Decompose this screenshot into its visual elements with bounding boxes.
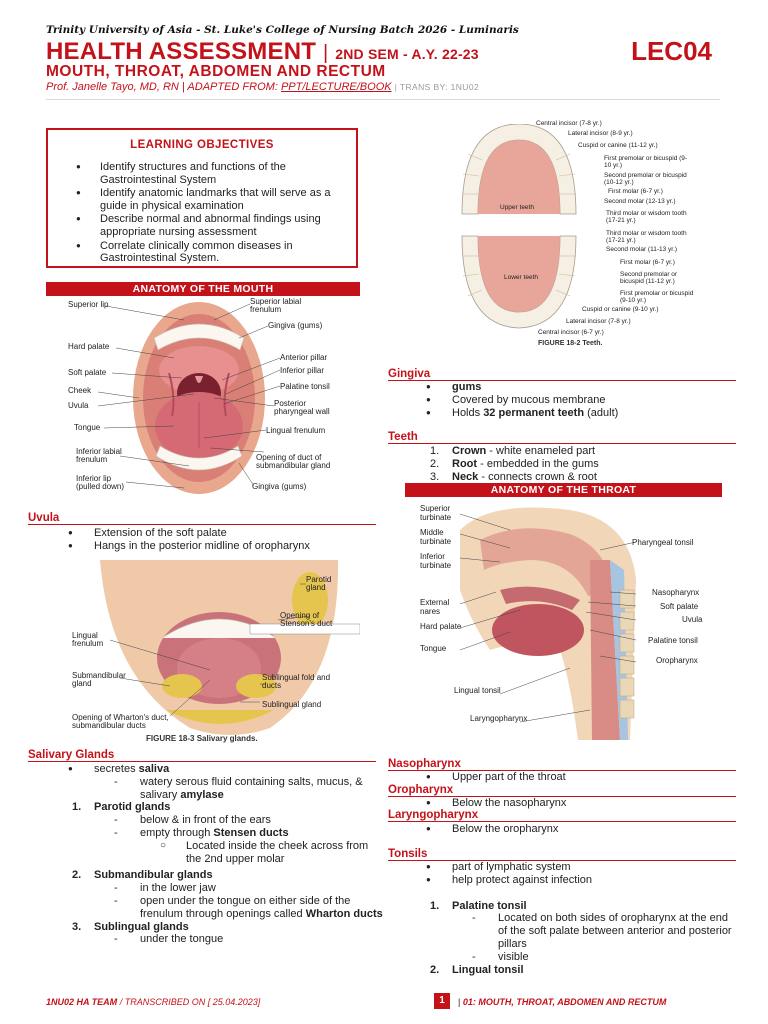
gingiva-text: (adult): [587, 406, 619, 419]
figure-label: Anterior pillar: [280, 353, 328, 362]
parotid-detail: [140, 827, 384, 840]
teeth-item: [430, 457, 732, 471]
footer-section: 01: MOUTH, THROAT, ABDOMEN AND RECTUM: [462, 997, 667, 1007]
figure-label: Uvula: [682, 615, 703, 624]
salivary-heading: Salivary Glands: [28, 749, 376, 762]
tonsils-content: [430, 861, 732, 976]
gland-name: Sublingual glands: [94, 920, 189, 933]
salivary-caption: [146, 734, 258, 743]
footer-right: [458, 997, 666, 1007]
figure-label: First molar (6-7 yr.): [608, 188, 663, 195]
figure-label: Second molar (11-13 yr.): [606, 246, 678, 253]
uvula-heading: Uvula: [28, 512, 376, 525]
footer-left: [46, 997, 260, 1007]
wharton-ducts: Wharton ducts: [305, 907, 383, 920]
figure-label: External nares: [420, 598, 450, 616]
objective-item: ● Identify structures and functions of the Gastrointestinal System: [60, 161, 346, 186]
tonsil-number: 1.: [430, 899, 440, 912]
title-text: HEALTH ASSESSMENT: [46, 38, 317, 65]
figure-label: Gingiva (gums): [252, 482, 307, 491]
teeth-caption: [538, 340, 602, 347]
footer-transcribed: / TRANSCRIBED ON [ 25.04.2023]: [119, 997, 261, 1007]
tonsil-name: Lingual tonsil: [452, 963, 524, 976]
figure-label: Posterior pharyngeal wall: [274, 399, 330, 416]
teeth-number: 3.: [430, 470, 440, 483]
figure-label: Central incisor (6-7 yr.): [538, 329, 604, 336]
figure-label: Inferior labial frenulum: [76, 447, 122, 464]
figure-label: Opening of Wharton's duct, submandibular ducts: [72, 713, 169, 730]
anatomy-throat-bar: ANATOMY OF THE THROAT: [405, 483, 722, 497]
gland-name: Parotid glands: [94, 801, 171, 814]
gingiva-heading: Gingiva: [388, 368, 736, 381]
gland-number: 3.: [72, 920, 82, 933]
figure-label: Pharyngeal tonsil: [632, 538, 694, 547]
sub-detail: - in the lower jaw: [140, 882, 384, 895]
oropharynx-item: ● Below the nasopharynx: [452, 797, 732, 810]
gingiva-item: ● gums: [452, 381, 732, 394]
figure-label: Third molar or wisdom tooth (17-21 yr.): [606, 210, 687, 224]
uvula-item: ● Hangs in the posterior midline of oropharynx: [94, 540, 384, 553]
figure-label: Uvula: [68, 401, 89, 410]
page-number: 1: [434, 993, 450, 1009]
figure-label: Inferior turbinate: [420, 552, 452, 570]
trans-by: | TRANS BY: 1NU02: [394, 82, 480, 92]
figure-label: Sublingual fold and ducts: [262, 673, 331, 690]
figure-label: Hard palate: [420, 622, 462, 631]
parotid-text: empty through: [140, 826, 211, 839]
caption-text: Salivary glands.: [196, 734, 258, 743]
anatomy-mouth-bar: ANATOMY OF THE MOUTH: [46, 282, 360, 296]
subl-detail: - under the tongue: [140, 933, 384, 946]
figure-label: Palatine tonsil: [280, 382, 330, 391]
figure-label: Superior turbinate: [420, 504, 452, 522]
oropharynx-list: [452, 797, 732, 810]
figure-label: Tongue: [420, 644, 447, 653]
caption-number: FIGURE 18-2: [538, 340, 581, 347]
figure-label: Oropharynx: [656, 656, 698, 665]
figure-label: Sublingual gland: [262, 700, 322, 709]
stensen-ducts: Stensen ducts: [213, 826, 289, 839]
objective-item: ● Correlate clinically common diseases in Gastrointestinal System.: [60, 240, 346, 265]
teeth-desc: - white enameled part: [489, 445, 596, 457]
permanent-teeth: 32 permanent teeth: [483, 406, 585, 419]
objectives-title: LEARNING OBJECTIVES: [130, 139, 274, 151]
tonsil-type: [430, 899, 732, 913]
mouth-figure-labels: [46, 298, 366, 504]
figure-label: Soft palate: [68, 368, 107, 377]
gingiva-text: Holds: [452, 406, 481, 419]
secretes-text: secretes: [94, 763, 136, 775]
figure-label: Lower teeth: [504, 274, 538, 281]
figure-label: Upper teeth: [500, 204, 534, 211]
figure-label: Lingual frenulum: [72, 631, 104, 648]
figure-label: Superior labial frenulum: [250, 297, 302, 314]
palatine-detail: - visible: [498, 951, 732, 964]
figure-label: Soft palate: [660, 602, 699, 611]
nasopharynx-heading: Nasopharynx: [388, 758, 736, 771]
figure-label: Lateral incisor (7-8 yr.): [566, 318, 631, 325]
figure-label: Third molar or wisdom tooth (17-21 yr.): [606, 230, 687, 244]
footer-separator: |: [458, 997, 461, 1007]
figure-label: Gingiva (gums): [268, 321, 323, 330]
gingiva-item: [452, 407, 732, 420]
salivary-bullet: [94, 763, 384, 776]
footer-team: 1NU02 HA TEAM: [46, 997, 118, 1007]
tonsil-number: 2.: [430, 963, 440, 976]
tonsils-item: ● part of lymphatic system: [452, 861, 732, 874]
tonsil-type: [430, 963, 732, 977]
parotid-detail: - below & in front of the ears: [140, 814, 384, 827]
gland-item: [72, 801, 384, 814]
laryngopharynx-item: ● Below the oropharynx: [452, 823, 732, 836]
figure-label: Central incisor (7-8 yr.): [536, 120, 602, 127]
teeth-desc: - connects crown & root: [481, 470, 597, 483]
gingiva-item: ● Covered by mucous membrane: [452, 394, 732, 407]
sub-detail: [140, 895, 384, 921]
caption-text: Teeth.: [582, 340, 603, 347]
gland-item: [72, 869, 384, 882]
throat-figure-labels: [412, 500, 732, 740]
figure-label: Lingual frenulum: [266, 426, 326, 435]
teeth-list: [430, 445, 732, 483]
objective-item: ● Identify anatomic landmarks that will serve as a guide in physical examination: [60, 187, 346, 212]
figure-label: First molar (6-7 yr.): [620, 259, 675, 266]
caption-number: FIGURE 18-3: [146, 734, 195, 743]
oropharynx-heading: Oropharynx: [388, 784, 736, 797]
amylase-text: amylase: [180, 788, 224, 801]
tonsil-name: Palatine tonsil: [452, 899, 527, 912]
semester: 2ND SEM - A.Y. 22-23: [335, 46, 479, 62]
teeth-part: Crown: [452, 445, 487, 457]
uvula-list: [94, 527, 384, 553]
adapted-link[interactable]: PPT/LECTURE/BOOK: [280, 81, 392, 93]
teeth-desc: - embedded in the gums: [480, 457, 599, 470]
figure-label: Lateral incisor (8-9 yr.): [568, 130, 633, 137]
professor-line: [46, 81, 479, 93]
professor-name: Prof. Janelle Tayo, MD, RN | ADAPTED FROM:: [46, 81, 278, 93]
figure-label: Laryngopharynx: [470, 714, 528, 723]
gland-number: 1.: [72, 801, 82, 814]
teeth-part: Root: [452, 457, 478, 470]
gland-name: Submandibular glands: [94, 869, 213, 882]
teeth-item: [430, 470, 732, 484]
figure-label: Opening of duct of submandibular gland: [256, 453, 331, 470]
teeth-figure-labels: [452, 118, 702, 358]
saliva-desc-text: watery serous fluid containing salts, mucus, & salivary: [140, 775, 363, 801]
objective-item: ● Describe normal and abnormal findings using appropriate nursing assessment: [60, 213, 346, 238]
parotid-sub: ○ Located inside the cheek across from the 2nd upper molar: [186, 840, 384, 866]
teeth-part: Neck: [452, 470, 479, 483]
teeth-number: 2.: [430, 457, 440, 470]
figure-label: Inferior pillar: [280, 366, 325, 375]
teeth-heading: Teeth: [388, 431, 736, 444]
figure-label: Submandibular gland: [72, 671, 126, 688]
figure-label: Middle turbinate: [420, 528, 452, 546]
lecture-number: LEC04: [631, 36, 712, 66]
nasopharynx-item: ● Upper part of the throat: [452, 771, 732, 784]
salivary-content: [72, 763, 384, 946]
tonsils-item: ● help protect against infection: [452, 874, 732, 887]
nasopharynx-list: [452, 771, 732, 784]
figure-label: Cuspid or canine (9-10 yr.): [582, 306, 659, 313]
teeth-item: [430, 445, 732, 458]
laryngopharynx-list: [452, 823, 732, 836]
header-divider: [46, 99, 720, 100]
saliva-desc: [140, 776, 384, 802]
gingiva-list: [452, 381, 732, 419]
figure-label: Second premolar or bicuspid (10-12 yr.): [604, 172, 687, 186]
learning-objectives-box: [46, 128, 358, 268]
figure-label: Nasopharynx: [652, 588, 700, 597]
topic-title: MOUTH, THROAT, ABDOMEN AND RECTUM: [46, 63, 386, 80]
figure-label: First premolar or bicuspid (9-10 yr.): [604, 155, 688, 169]
figure-label: Cuspid or canine (11-12 yr.): [578, 142, 658, 149]
figure-label: Opening of Stenson's duct: [280, 611, 333, 628]
figure-label: Second premolar or bicuspid (11-12 yr.): [620, 271, 678, 285]
palatine-detail: - Located on both sides of oropharynx at the end of the soft palate between anterior and posterior pillars: [498, 912, 732, 950]
figure-label: Lingual tonsil: [454, 686, 501, 695]
figure-label: Superior lip: [68, 300, 109, 309]
figure-label: Hard palate: [68, 342, 110, 351]
sub-text: open under the tongue on either side of the frenulum through openings called: [140, 894, 351, 920]
salivary-figure-labels: [70, 560, 370, 746]
laryngopharynx-heading: Laryngopharynx: [388, 809, 736, 822]
tonsils-heading: Tonsils: [388, 848, 736, 861]
figure-label: Palatine tonsil: [648, 636, 698, 645]
objectives-list: [60, 161, 346, 265]
title-separator: |: [322, 42, 329, 64]
gland-item: [72, 920, 384, 934]
teeth-number: 1.: [430, 445, 440, 457]
gland-number: 2.: [72, 869, 82, 882]
figure-label: Second molar (12-13 yr.): [604, 198, 676, 205]
figure-label: First premolar or bicuspid (9-10 yr.): [620, 290, 694, 304]
figure-label: Parotid gland: [306, 575, 332, 592]
school-name: Trinity University of Asia - St. Luke's College of Nursing Batch 2026 - Luminaris: [46, 24, 519, 36]
figure-label: Inferior lip (pulled down): [76, 474, 125, 491]
figure-label: Tongue: [74, 423, 101, 432]
saliva-text: saliva: [138, 763, 170, 775]
uvula-item: ● Extension of the soft palate: [94, 527, 384, 540]
figure-label: Cheek: [68, 386, 92, 395]
doc-title: [46, 38, 479, 66]
